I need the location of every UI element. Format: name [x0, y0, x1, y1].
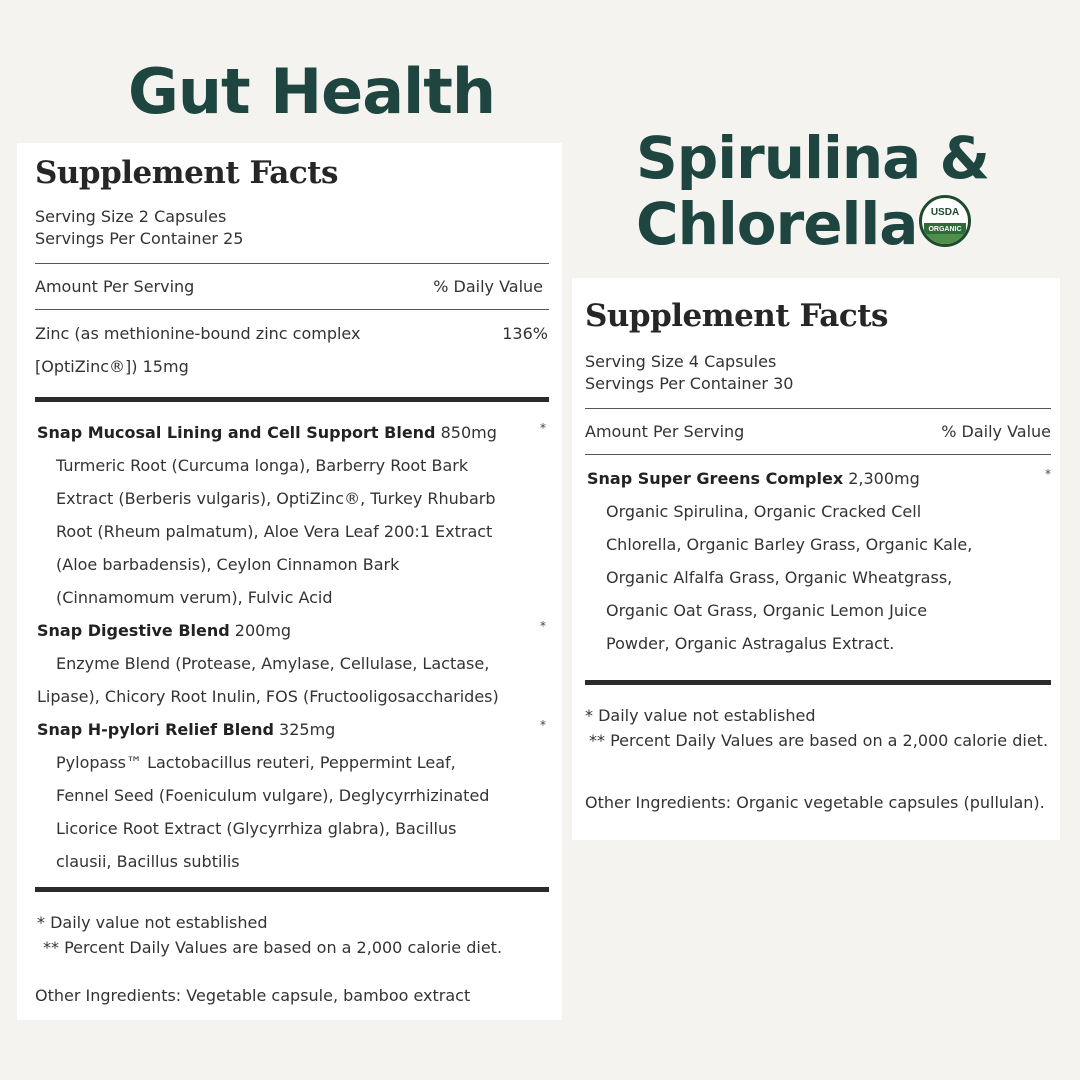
amount-per-serving-header: Amount Per Serving [585, 422, 745, 441]
ingredient-line: Organic Spirulina, Organic Cracked Cell [606, 502, 922, 521]
blend-amount: 850mg [435, 423, 497, 442]
other-ingredients: Other Ingredients: Vegetable capsule, bamboo extract [35, 986, 471, 1005]
ingredient-line: (Aloe barbadensis), Ceylon Cinnamon Bark [56, 555, 400, 574]
serving-size: Serving Size 4 Capsules [585, 352, 777, 371]
footnote-calorie-diet: ** Percent Daily Values are based on a 2,000 calorie diet. [589, 731, 1049, 750]
daily-value-header: % Daily Value [941, 422, 1051, 441]
heading-line-2: Chlorella [636, 190, 918, 258]
other-ingredients: Other Ingredients: Organic vegetable capsules (pullulan). [585, 793, 1045, 812]
blend-dv-marker: * [1045, 467, 1051, 481]
blend-super-greens-heading [587, 462, 920, 495]
seal-bottom [922, 234, 968, 244]
blend-dv-marker: * [540, 619, 546, 633]
ingredient-line: Lipase), Chicory Root Inulin, FOS (Fructooligosaccharides) [37, 687, 499, 706]
ingredient-line: clausii, Bacillus subtilis [56, 852, 240, 871]
serving-size: Serving Size 2 Capsules [35, 207, 227, 226]
seal-top-text: USDA [930, 207, 960, 218]
heading-line-1: Spirulina & [636, 124, 990, 192]
footnote-daily-value: * Daily value not established [37, 913, 268, 932]
panel-title: Supplement Facts [35, 155, 338, 191]
blend-name: Snap Digestive Blend [37, 621, 230, 640]
footnote-daily-value: * Daily value not established [585, 706, 816, 725]
thick-divider [35, 887, 549, 892]
blend-name: Snap Super Greens Complex [587, 469, 844, 488]
ingredient-line: Extract (Berberis vulgaris), OptiZinc®, Turkey Rhubarb [56, 489, 496, 508]
seal-band-text: ORGANIC [924, 223, 966, 237]
ingredient-line: Powder, Organic Astragalus Extract. [606, 634, 895, 653]
ingredient-line: Turmeric Root (Curcuma longa), Barberry Root Bark [56, 456, 469, 475]
blend-mucosal-heading [37, 416, 497, 449]
zinc-daily-value: 136% [502, 324, 548, 343]
gut-health-heading: Gut Health [128, 55, 496, 128]
blend-mucosal-ingredients [37, 449, 496, 614]
spirulina-supplement-facts-panel [572, 278, 1060, 840]
ingredient-line: Fennel Seed (Foeniculum vulgare), Deglycyrrhizinated [56, 786, 490, 805]
ingredient-line: Chlorella, Organic Barley Grass, Organic Kale, [606, 535, 973, 554]
divider [585, 408, 1051, 409]
blend-hpylori-ingredients [37, 746, 489, 878]
usda-organic-seal-icon [919, 195, 971, 247]
blend-digestive-ingredients [37, 647, 499, 713]
amount-per-serving-header: Amount Per Serving [35, 277, 195, 296]
ingredient-line: Enzyme Blend (Protease, Amylase, Cellulase, Lactase, [56, 654, 490, 673]
ingredient-line: Pylopass™ Lactobacillus reuteri, Peppermint Leaf, [56, 753, 456, 772]
ingredient-line: Root (Rheum palmatum), Aloe Vera Leaf 200:1 Extract [56, 522, 493, 541]
divider [35, 309, 549, 310]
servings-per-container: Servings Per Container 25 [35, 229, 244, 248]
panel-title: Supplement Facts [585, 298, 888, 334]
daily-value-header: % Daily Value [433, 277, 543, 296]
zinc-line-2: [OptiZinc®]) 15mg [35, 357, 189, 376]
ingredient-line: Organic Oat Grass, Organic Lemon Juice [606, 601, 928, 620]
blend-super-greens-ingredients [587, 495, 972, 660]
blend-amount: 200mg [229, 621, 292, 640]
blend-amount: 2,300mg [843, 469, 920, 488]
blend-name: Snap Mucosal Lining and Cell Support Blend [37, 423, 436, 442]
servings-per-container: Servings Per Container 30 [585, 374, 794, 393]
footnote-calorie-diet: ** Percent Daily Values are based on a 2,000 calorie diet. [43, 938, 503, 957]
blend-name: Snap H-pylori Relief Blend [37, 720, 274, 739]
blend-digestive-heading [37, 614, 291, 647]
divider [35, 263, 549, 264]
blend-dv-marker: * [540, 718, 546, 732]
blend-amount: 325mg [273, 720, 336, 739]
divider [585, 454, 1051, 455]
ingredient-line: Licorice Root Extract (Glycyrrhiza glabra), Bacillus [56, 819, 457, 838]
gut-health-supplement-facts-panel [17, 143, 562, 1020]
thick-divider [35, 397, 549, 402]
ingredient-line: (Cinnamomum verum), Fulvic Acid [56, 588, 333, 607]
thick-divider [585, 680, 1051, 685]
zinc-line-1: Zinc (as methionine-bound zinc complex [35, 324, 361, 343]
blend-hpylori-heading [37, 713, 335, 746]
ingredient-line: Organic Alfalfa Grass, Organic Wheatgrass, [606, 568, 953, 587]
blend-dv-marker: * [540, 421, 546, 435]
